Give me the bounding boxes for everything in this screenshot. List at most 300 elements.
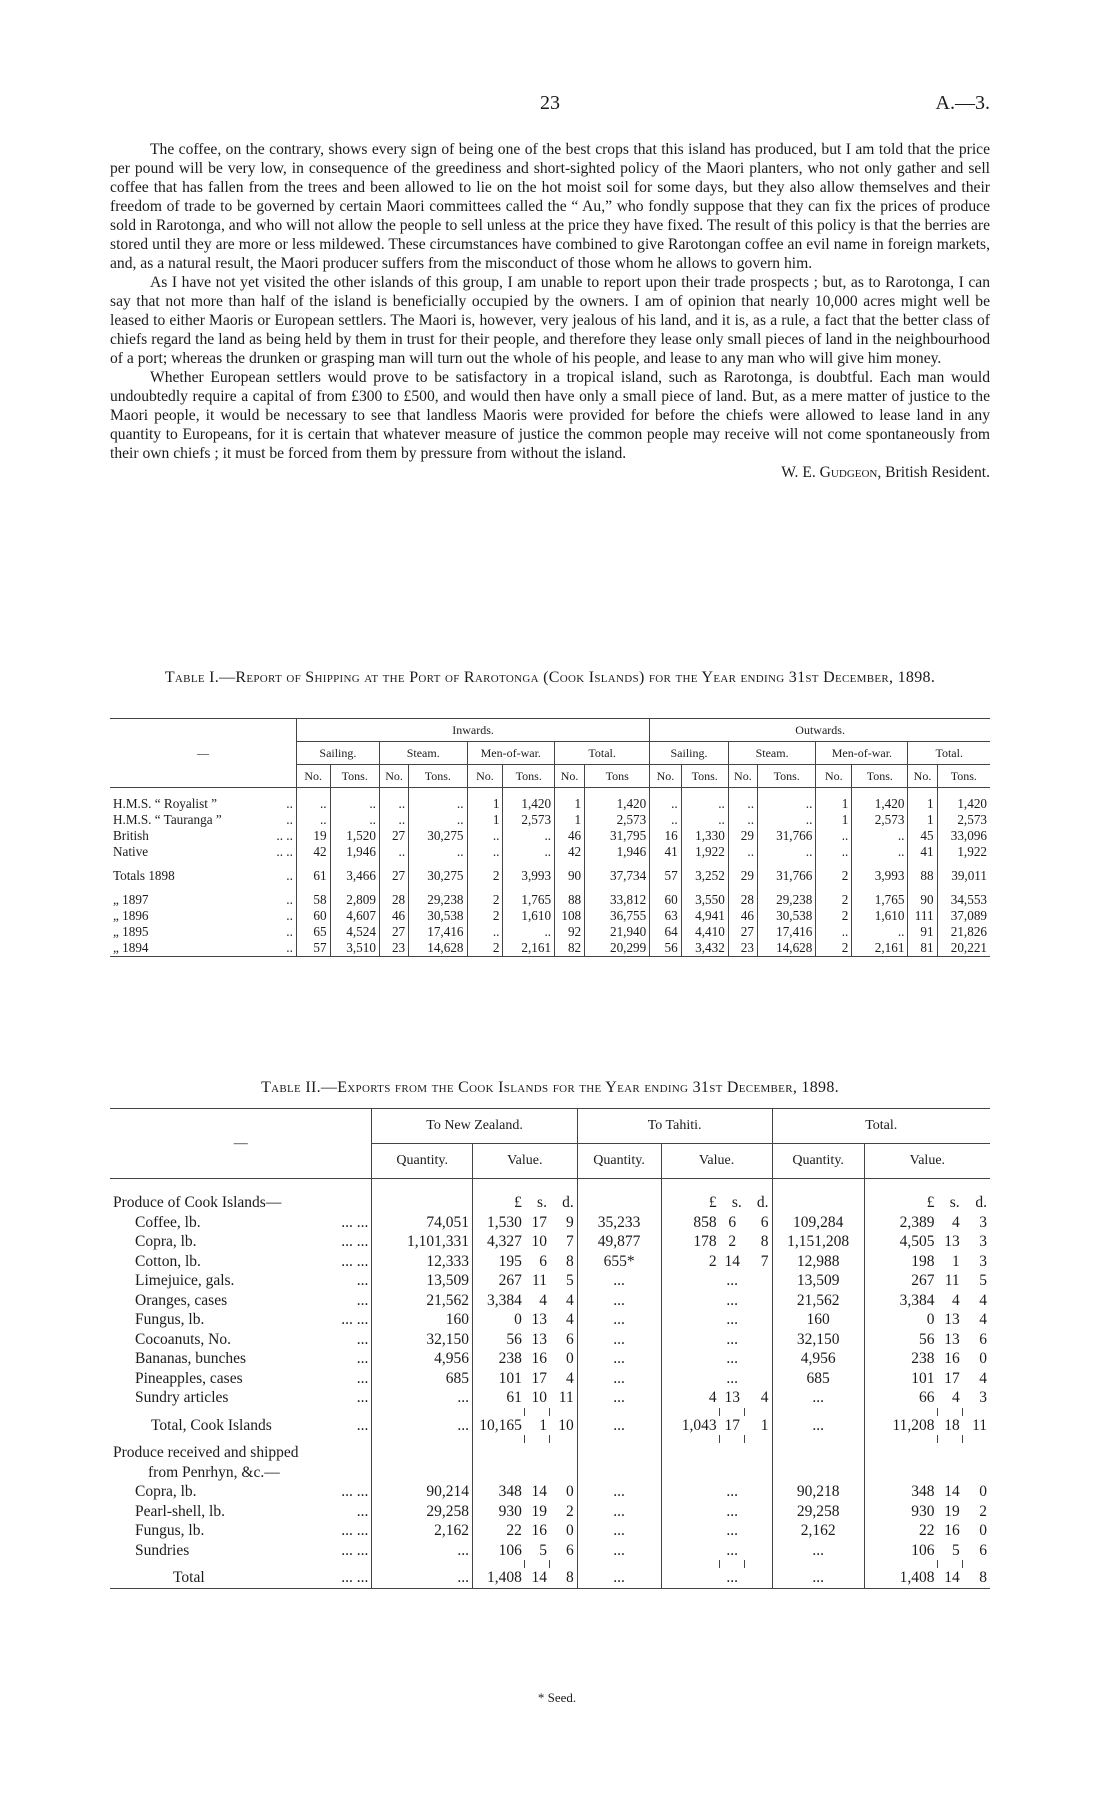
- shipping-year-row: [110, 908, 990, 924]
- cell-value: 1,765: [852, 892, 908, 908]
- empty-cell: [745, 1443, 772, 1463]
- cell-value: 1,610: [503, 908, 555, 924]
- cell-value: 2: [816, 892, 852, 908]
- cell-value: ..: [409, 844, 467, 860]
- cell-value: 0: [565, 1483, 574, 1500]
- cell-value: 33,812: [585, 892, 650, 908]
- empty-cell: [472, 1443, 524, 1463]
- cell-value: 4,607: [330, 908, 379, 924]
- cell-value: 49,877: [577, 1232, 661, 1252]
- cell-value: 4: [760, 1389, 769, 1406]
- page-reference: A.—3.: [935, 92, 990, 114]
- cell-value: 348: [472, 1482, 524, 1502]
- cell-value: [661, 1521, 720, 1541]
- row-label-text: Total, Cook Islands: [151, 1416, 272, 1434]
- paragraph-coffee: The coffee, on the contrary, shows every sign of being one of the best crops that this island has produced, but I am told that the price per pound will be very low, in consequence of the greediness and short-sighted policy of the Maori planters, who not only gather and sell coffee that has fallen from the trees and been allowed to lie on the hot moist soil for some days, but they also allow themselves and their freedom of trade to be governed by certain Maori committees called the “ Au,” who fondly suppose that they can fix the prices of produce sold in Rarotonga, and who will not allow the people to sell unless at the price they have fixed. The result of this policy is that the berries are stored until they are more or less mildewed. These circumstances have combined to give Rarotongan coffee an evil name in foreign markets, and, as a natural result, the Maori producer suffers from the misconduct of those whom he allows to govern him.: [110, 141, 990, 272]
- table1-category-header: Sailing.: [296, 742, 379, 765]
- cell-value: ...: [577, 1568, 661, 1588]
- cell-value: ..: [409, 796, 467, 812]
- table1-sub-header: No.: [728, 765, 757, 788]
- table1-sub-header: Tons.: [330, 765, 379, 788]
- cell-value: 29,258: [372, 1502, 473, 1522]
- cell-value: 29: [728, 868, 757, 884]
- cell-value: 930: [472, 1502, 524, 1522]
- cell-value: 16: [650, 828, 681, 844]
- row-label-dots: ...: [356, 1291, 369, 1309]
- currency-unit: £: [661, 1179, 720, 1213]
- export-row: [110, 1213, 990, 1233]
- cell-value: 29,238: [409, 892, 467, 908]
- cell-value: 63: [650, 908, 681, 924]
- shipping-total-row: [110, 868, 990, 884]
- export-grand-total-row: [110, 1568, 990, 1588]
- cell-value: 41: [650, 844, 681, 860]
- cell-value: 4: [565, 1369, 574, 1387]
- cell-value: 30,538: [409, 908, 467, 924]
- cell-value: 21,940: [585, 924, 650, 940]
- currency-unit: s.: [537, 1194, 547, 1211]
- row-label-text: British: [113, 828, 149, 843]
- cell-value: 101: [472, 1369, 524, 1389]
- cell-value: 58: [296, 892, 330, 908]
- cell-value: 13: [944, 1233, 960, 1250]
- empty-cell: [772, 1443, 864, 1463]
- cell-value: [661, 1330, 720, 1350]
- row-label-dots: ... ...: [341, 1233, 369, 1250]
- cell-value: 4: [565, 1291, 574, 1309]
- cell-value: 8: [979, 1569, 987, 1586]
- signature: [110, 463, 990, 482]
- cell-value: 3: [979, 1233, 987, 1250]
- cell-value: 13: [531, 1330, 547, 1348]
- cell-value: 27: [379, 868, 408, 884]
- cell-value: 74,051: [372, 1213, 473, 1233]
- cell-value: 111: [908, 908, 937, 924]
- cell-value: 3,550: [681, 892, 728, 908]
- cell-value: 3: [979, 1389, 987, 1406]
- cell-value: 11: [944, 1272, 960, 1289]
- cell-value: 14: [944, 1483, 960, 1500]
- cell-value: 9: [565, 1213, 574, 1231]
- cell-value: 18: [944, 1416, 960, 1434]
- row-label: [110, 1482, 372, 1502]
- empty-cell: [745, 1463, 772, 1483]
- cell-value: 2,573: [852, 812, 908, 828]
- table1-category-header: Total.: [555, 742, 650, 765]
- export-row: [110, 1541, 990, 1561]
- cell-value: [661, 1482, 720, 1502]
- cell-value: 1,420: [585, 796, 650, 812]
- cell-value: [745, 1291, 772, 1311]
- cell-value: 82: [555, 940, 585, 957]
- cell-value: 17: [724, 1416, 740, 1434]
- empty-cell: [864, 1463, 937, 1483]
- cell-value: 0: [979, 1350, 987, 1367]
- table1-category-header: Men-of-war.: [816, 742, 908, 765]
- cell-value: [745, 1568, 772, 1588]
- cell-value: 10: [558, 1416, 574, 1434]
- export-row: [110, 1232, 990, 1252]
- cell-value: 16: [531, 1522, 547, 1539]
- cell-value: ..: [757, 812, 815, 828]
- cell-value: 267: [864, 1271, 937, 1291]
- row-label-text: H.M.S. “ Tauranga ”: [113, 812, 222, 827]
- table2-caption: [110, 1078, 990, 1098]
- table2-caption-text: —Exports from the Cook Islands for the Year ending 31st December, 1898.: [320, 1079, 839, 1096]
- table1-dash: —: [196, 745, 209, 760]
- row-label-dots: ..: [286, 892, 293, 907]
- cell-value: ...: [726, 1569, 739, 1586]
- cell-value: 27: [728, 924, 757, 940]
- cell-value: ...: [726, 1311, 739, 1328]
- cell-value: 90: [555, 868, 585, 884]
- row-label-dots: ..: [286, 924, 293, 939]
- cell-value: 16: [531, 1350, 547, 1367]
- cell-value: 16: [944, 1350, 960, 1367]
- cell-value: [661, 1369, 720, 1389]
- cell-value: 65: [296, 924, 330, 940]
- cell-value: [745, 1502, 772, 1522]
- cell-value: 4: [979, 1311, 987, 1328]
- cell-value: 32,150: [772, 1330, 864, 1350]
- row-label-dots: ... ...: [341, 1541, 369, 1559]
- cell-value: 2,389: [864, 1213, 937, 1233]
- cell-value: 10: [531, 1389, 547, 1406]
- export-row: [110, 1310, 990, 1330]
- row-label-text: Native: [113, 844, 149, 859]
- empty-cell: [963, 1463, 990, 1483]
- cell-value: 6: [979, 1541, 987, 1559]
- cell-value: 61: [296, 868, 330, 884]
- cell-value: ..: [379, 812, 408, 828]
- row-label-dots: .. ..: [276, 844, 293, 859]
- cell-value: 17: [531, 1369, 547, 1387]
- table1-category-header: Sailing.: [650, 742, 729, 765]
- cell-value: 29: [728, 828, 757, 844]
- cell-value: ..: [409, 812, 467, 828]
- row-label: [110, 796, 296, 812]
- cell-value: 14: [531, 1483, 547, 1500]
- cell-value: 7: [760, 1252, 769, 1270]
- cell-value: 2,162: [372, 1521, 473, 1541]
- cell-value: 31,766: [757, 868, 815, 884]
- cell-value: 12,988: [772, 1252, 864, 1272]
- row-label-text: „ 1894: [113, 940, 149, 955]
- row-label: [110, 1416, 372, 1436]
- cell-value: 2: [467, 868, 503, 884]
- row-label-text: „ 1896: [113, 908, 149, 923]
- shipping-row: [110, 812, 990, 828]
- cell-value: ..: [467, 924, 503, 940]
- cell-value: 17,416: [409, 924, 467, 940]
- row-label-dots: ..: [286, 908, 293, 923]
- section-title: Produce received and shipped: [113, 1444, 299, 1461]
- row-label-text: Pineapples, cases: [135, 1369, 243, 1387]
- cell-value: 930: [864, 1502, 937, 1522]
- cell-value: ...: [577, 1271, 661, 1291]
- body-text: [110, 140, 990, 482]
- empty-cell: [525, 1463, 550, 1483]
- cell-value: 3,432: [681, 940, 728, 957]
- cell-value: 19: [531, 1502, 547, 1520]
- cell-value: 1,151,208: [772, 1232, 864, 1252]
- cell-value: 3,252: [681, 868, 728, 884]
- cell-value: 4,941: [681, 908, 728, 924]
- cell-value: 32,150: [372, 1330, 473, 1350]
- row-label: [110, 844, 296, 860]
- cell-value: 267: [472, 1271, 524, 1291]
- cell-value: 56: [472, 1330, 524, 1350]
- row-label: [110, 892, 296, 908]
- cell-value: 8: [565, 1252, 574, 1270]
- cell-value: 2: [467, 940, 503, 957]
- cell-value: 4,410: [681, 924, 728, 940]
- empty-cell: [577, 1443, 661, 1463]
- cell-value: ...: [577, 1482, 661, 1502]
- table1-category-header: Steam.: [728, 742, 816, 765]
- cell-value: 88: [555, 892, 585, 908]
- cell-value: ...: [577, 1310, 661, 1330]
- empty-cell: [661, 1463, 720, 1483]
- cell-value: 1: [555, 812, 585, 828]
- row-label-dots: ...: [356, 1502, 369, 1520]
- cell-value: ...: [577, 1330, 661, 1350]
- row-label-dots: ..: [286, 796, 293, 811]
- shipping-table: [110, 718, 990, 957]
- cell-value: 5: [565, 1272, 574, 1289]
- cell-value: 92: [555, 924, 585, 940]
- cell-value: 4,956: [772, 1349, 864, 1369]
- cell-value: 5: [979, 1272, 987, 1289]
- table1-sub-header: No.: [908, 765, 937, 788]
- cell-value: ...: [577, 1416, 661, 1436]
- cell-value: [661, 1349, 720, 1369]
- table1-sub-header: Tons.: [681, 765, 728, 788]
- cell-value: 20,299: [585, 940, 650, 957]
- cell-value: 46: [728, 908, 757, 924]
- cell-value: ..: [379, 796, 408, 812]
- cell-value: 21,562: [772, 1291, 864, 1311]
- cell-value: ..: [728, 796, 757, 812]
- row-label-dots: ...: [356, 1272, 369, 1289]
- cell-value: 0: [979, 1483, 987, 1500]
- cell-value: 2: [979, 1502, 987, 1520]
- cell-value: 858: [661, 1213, 720, 1233]
- empty-cell: [772, 1179, 864, 1213]
- cell-value: 34,553: [937, 892, 990, 908]
- cell-value: 6: [565, 1541, 574, 1559]
- cell-value: ..: [852, 828, 908, 844]
- row-label: [110, 940, 296, 957]
- row-label: [110, 1310, 372, 1330]
- cell-value: 178: [661, 1232, 720, 1252]
- footnote: * Seed.: [537, 1690, 577, 1705]
- row-label: [110, 1502, 372, 1522]
- row-label-dots: ... ...: [341, 1569, 369, 1586]
- cell-value: 1: [908, 812, 937, 828]
- export-row: [110, 1271, 990, 1291]
- cell-value: 1,420: [937, 796, 990, 812]
- table2-sub-quantity: Quantity.: [577, 1144, 661, 1179]
- row-label: [110, 1349, 372, 1369]
- cell-value: 37,089: [937, 908, 990, 924]
- table1-sub-header: No.: [650, 765, 681, 788]
- cell-value: ..: [816, 828, 852, 844]
- cell-value: 3,510: [330, 940, 379, 957]
- table2-sub-value: Value.: [661, 1144, 772, 1179]
- cell-value: 42: [555, 844, 585, 860]
- cell-value: 46: [379, 908, 408, 924]
- cell-value: 4: [951, 1291, 960, 1309]
- cell-value: ..: [728, 844, 757, 860]
- cell-value: 14,628: [757, 940, 815, 957]
- cell-value: ...: [372, 1541, 473, 1561]
- cell-value: 31,766: [757, 828, 815, 844]
- row-label-text: Pearl-shell, lb.: [135, 1502, 225, 1520]
- empty-cell: [720, 1443, 745, 1463]
- shipping-row: [110, 828, 990, 844]
- empty-cell: [372, 1443, 473, 1463]
- cell-value: 21,562: [372, 1291, 473, 1311]
- table1-sub-header: No.: [555, 765, 585, 788]
- row-label-text: Cocoanuts, No.: [135, 1330, 232, 1348]
- cell-value: ...: [577, 1291, 661, 1311]
- row-label-dots: ... ...: [341, 1522, 369, 1539]
- signature-name: W. E. Gudgeon: [781, 464, 878, 481]
- cell-value: 37,734: [585, 868, 650, 884]
- cell-value: 1,408: [472, 1568, 524, 1588]
- cell-value: ...: [726, 1541, 739, 1559]
- cell-value: 4,524: [330, 924, 379, 940]
- cell-value: 3,384: [864, 1291, 937, 1311]
- empty-cell: [550, 1443, 577, 1463]
- cell-value: ...: [577, 1349, 661, 1369]
- cell-value: 17: [531, 1213, 547, 1231]
- cell-value: 17,416: [757, 924, 815, 940]
- cell-value: ..: [852, 844, 908, 860]
- table1-category-header: Total.: [908, 742, 990, 765]
- cell-value: ..: [681, 796, 728, 812]
- currency-row: [110, 1179, 990, 1213]
- cell-value: 1,420: [503, 796, 555, 812]
- cell-value: 11: [558, 1389, 574, 1406]
- row-label: [110, 1252, 372, 1272]
- cell-value: 2: [728, 1233, 737, 1250]
- cell-value: [745, 1541, 772, 1561]
- cell-value: 66: [864, 1388, 937, 1408]
- cell-value: 13,509: [772, 1271, 864, 1291]
- cell-value: 348: [864, 1482, 937, 1502]
- cell-value: 14: [724, 1252, 740, 1270]
- cell-value: 106: [864, 1541, 937, 1561]
- empty-cell: [472, 1463, 524, 1483]
- cell-value: 1,520: [330, 828, 379, 844]
- cell-value: 39,011: [937, 868, 990, 884]
- cell-value: 57: [650, 868, 681, 884]
- row-label-text: Oranges, cases: [135, 1291, 228, 1309]
- table1-sub-header: No.: [296, 765, 330, 788]
- cell-value: [745, 1482, 772, 1502]
- cell-value: 20,221: [937, 940, 990, 957]
- shipping-year-row: [110, 924, 990, 940]
- cell-value: 3,993: [852, 868, 908, 884]
- row-label-text: Limejuice, gals.: [135, 1272, 235, 1289]
- export-total-row: [110, 1416, 990, 1436]
- cell-value: 1,922: [681, 844, 728, 860]
- cell-value: 11: [532, 1272, 547, 1289]
- currency-unit: £: [864, 1179, 937, 1213]
- cell-value: [661, 1502, 720, 1522]
- cell-value: ..: [728, 812, 757, 828]
- table2-dash: —: [233, 1135, 248, 1151]
- row-label: [110, 1541, 372, 1561]
- cell-value: 2,162: [772, 1521, 864, 1541]
- cell-value: ..: [296, 812, 330, 828]
- currency-unit: d.: [975, 1194, 987, 1211]
- table2-header-tahiti: To Tahiti.: [577, 1109, 772, 1144]
- cell-value: ...: [726, 1272, 739, 1289]
- row-label-dots: .. ..: [276, 828, 293, 843]
- row-label: [110, 1568, 372, 1588]
- page-number: 23: [540, 92, 560, 114]
- row-label-dots: ... ...: [341, 1483, 369, 1500]
- table1-sub-header: No.: [379, 765, 408, 788]
- cell-value: 90: [908, 892, 937, 908]
- cell-value: 21,826: [937, 924, 990, 940]
- cell-value: 3,466: [330, 868, 379, 884]
- cell-value: ...: [772, 1568, 864, 1588]
- table2-corner: [110, 1109, 372, 1179]
- currency-unit: d.: [756, 1194, 769, 1211]
- cell-value: 108: [555, 908, 585, 924]
- cell-value: 31,795: [585, 828, 650, 844]
- cell-value: ..: [330, 796, 379, 812]
- cell-value: 13: [724, 1389, 740, 1406]
- cell-value: [745, 1349, 772, 1369]
- cell-value: 29,238: [757, 892, 815, 908]
- cell-value: 60: [296, 908, 330, 924]
- cell-value: ...: [772, 1388, 864, 1408]
- empty-cell: [938, 1443, 963, 1463]
- cell-value: ..: [503, 828, 555, 844]
- cell-value: 1,330: [681, 828, 728, 844]
- row-label-text: Copra, lb.: [135, 1233, 197, 1250]
- cell-value: 2,161: [852, 940, 908, 957]
- table2-sub-quantity: Quantity.: [772, 1144, 864, 1179]
- cell-value: 2: [816, 908, 852, 924]
- cell-value: 2: [661, 1252, 720, 1272]
- cell-value: 27: [379, 924, 408, 940]
- shipping-row: [110, 796, 990, 812]
- cell-value: 19: [944, 1502, 960, 1520]
- cell-value: 1: [539, 1416, 547, 1434]
- table2-sub-quantity: Quantity.: [372, 1144, 473, 1179]
- cell-value: ...: [577, 1541, 661, 1561]
- row-label-dots: ... ...: [341, 1311, 369, 1328]
- cell-value: 7: [565, 1233, 574, 1250]
- cell-value: 4: [951, 1213, 960, 1231]
- cell-value: 6: [539, 1252, 547, 1270]
- table1-sub-header: Tons.: [937, 765, 990, 788]
- row-label: [110, 1388, 372, 1408]
- cell-value: 101: [864, 1369, 937, 1389]
- section-title-row: [110, 1443, 990, 1463]
- cell-value: ..: [467, 844, 503, 860]
- table2-sub-value: Value.: [864, 1144, 990, 1179]
- cell-value: ..: [816, 924, 852, 940]
- cell-value: ..: [379, 844, 408, 860]
- paragraph-european-settlers: Whether European settlers would prove to be satisfactory in a tropical island, such as Rarotonga, is doubtful. Each man would undoubtedly require a capital of from £300 to £500, and would then have only a small piece of land. But, as a mere matter of justice to the Maori people, it would be necessary to see that landless Maoris were provided for before the chiefs were allowed to lease land in any quantity to Europeans, for it is certain that whatever measure of justice the common people may receive will not come spontaneously from their own chiefs ; it must be forced from them by pressure from without the island.: [110, 369, 990, 462]
